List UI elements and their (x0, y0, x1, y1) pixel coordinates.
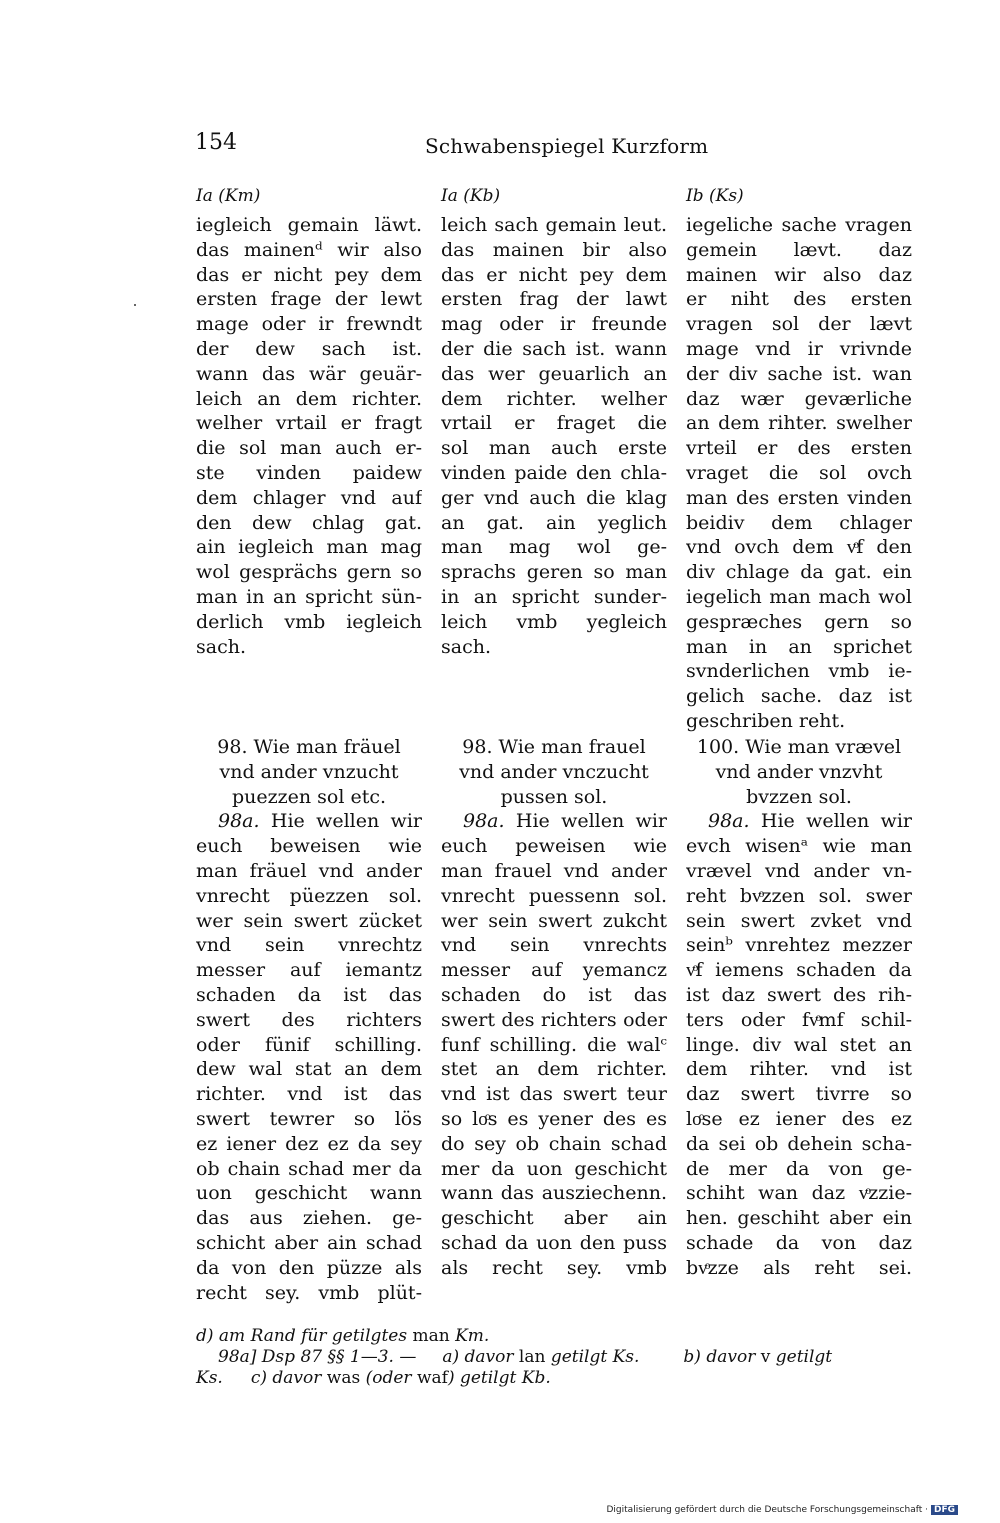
text-line: in an spricht sunder- (441, 585, 667, 608)
paragraph-number: 98a. (708, 810, 750, 833)
footnote-text: getilgt (770, 1347, 833, 1367)
footnote-text: Km. (449, 1326, 490, 1346)
text-line: loͦse ez iener des ez (686, 1107, 912, 1130)
text-line: dew wal stat an dem (196, 1058, 422, 1081)
text-line: schiht wan daz vͦzzie- (686, 1182, 912, 1205)
text-line: der die sach ist. wann (441, 337, 667, 360)
text-line: da von den püzze als (196, 1256, 422, 1279)
page-number: 154 (195, 130, 237, 155)
section-block (196, 735, 422, 1305)
text-line: man frauel vnd ander (441, 859, 667, 882)
text-block-top (441, 213, 667, 659)
footnote-text: was (326, 1368, 361, 1388)
column-siglum: Ia (Kb) (441, 186, 501, 206)
text-line: sach. (441, 635, 491, 658)
text-line: gespræches gern so (686, 610, 912, 633)
section-block (686, 735, 912, 1281)
column-siglum: Ia (Km) (196, 186, 261, 206)
section-heading-line: 98. Wie man frauel (462, 736, 646, 758)
text-line: beidiv dem chlager (686, 511, 912, 534)
footnote-text: v (760, 1347, 771, 1367)
footnote-text: a) davor (442, 1347, 519, 1367)
text-line (441, 809, 667, 834)
text-line: welher vrtail er fragt (196, 412, 422, 435)
section-heading-line: pussen sol. (500, 785, 608, 808)
text-line: ist daz swert des rih- (686, 983, 912, 1006)
text-line-content: Hie wellen wir (270, 810, 422, 833)
section-heading-line: vnd ander vnczucht (459, 760, 649, 783)
text-line: ersten frag der lawt (441, 288, 667, 311)
text-line: der div sache ist. wan (686, 362, 912, 385)
text-line: do sey ob chain schad (441, 1132, 667, 1155)
text-line: stet an dem richter. (441, 1058, 667, 1081)
text-line: vͦf iemens schaden da (686, 959, 912, 982)
text-line: vrteil er des ersten (686, 437, 912, 460)
footnote-text: man (412, 1326, 450, 1346)
text-line: wol gesprächs gern so (196, 561, 422, 584)
text-line: das mainen bir also (441, 238, 667, 261)
paragraph-number: 98a. (218, 810, 260, 833)
text-line: div chlage da gat. ein (686, 561, 912, 584)
text-line-content: Hie wellen wir (515, 810, 667, 833)
text-line: mainen wir also daz (686, 263, 912, 286)
text-line: das aus ziehen. ge- (196, 1207, 422, 1230)
text-line: sach. (196, 635, 246, 658)
column-siglum: Ib (Ks) (686, 186, 744, 206)
text-line: an gat. ain yeglich (441, 511, 667, 534)
text-line: sein swert zvket vnd (686, 909, 912, 932)
text-block-top (196, 213, 422, 659)
text-line: evch wisenᵃ wie man (686, 835, 912, 858)
section-block (441, 735, 667, 1281)
paragraph-number: 98a. (463, 810, 505, 833)
text-line: euch beweisen wie (196, 835, 422, 858)
text-line: vnd ist das swert teur (441, 1083, 667, 1106)
footnote-line-2 (196, 1347, 916, 1368)
text-line: ez iener dez ez da sey (196, 1132, 422, 1155)
text-line: man fräuel vnd ander (196, 859, 422, 882)
text-line: das wer geuarlich an (441, 362, 667, 385)
section-heading-line: puezzen sol etc. (231, 785, 387, 808)
footnotes (196, 1326, 916, 1389)
text-line: vnd ovch dem vͦf den (686, 536, 912, 559)
text-line: schad da uon den puss (441, 1231, 667, 1254)
text-line: reht bvͦzzen sol. swer (686, 884, 912, 907)
text-line: oder fünif schilling. (196, 1033, 422, 1056)
footnote-text: c) davor (250, 1368, 327, 1388)
text-line: bvͦzze als reht sei. (686, 1256, 912, 1279)
text-line: schade da von daz (686, 1231, 912, 1254)
text-line: so loͦs es yener des es (441, 1107, 667, 1130)
text-line: iegelich man mach wol (686, 585, 912, 608)
text-line: geschriben reht. (686, 709, 846, 732)
text-line: schicht aber ain schad (196, 1231, 422, 1254)
text-line: de mer da von ge- (686, 1157, 912, 1180)
text-line: linge. div wal stet an (686, 1033, 912, 1056)
text-line: sol man auch erste (441, 437, 667, 460)
text-line: ters oder fvͦmf schil- (686, 1008, 912, 1031)
text-line: vrtail er fraget die (441, 412, 667, 435)
text-line: man in an spricht sün- (196, 585, 422, 608)
text-line: iegleich gemain läwt. (196, 214, 422, 236)
text-line: vinden paide den chla- (441, 461, 667, 484)
text-line: wer sein swert zukcht (441, 909, 667, 932)
section-heading-line: 98. Wie man fräuel (217, 736, 401, 758)
text-line: funf schilling. die walᶜ (441, 1033, 667, 1056)
text-line: swert des richters oder (441, 1008, 667, 1031)
text-line: an dem rihter. swelher (686, 412, 912, 435)
text-line (196, 809, 422, 834)
text-line: ste vinden paidew (196, 461, 422, 484)
text-line: das mainenᵈ wir also (196, 238, 422, 261)
text-line: ain iegleich man mag (196, 536, 422, 559)
text-line: swert des richters (196, 1008, 422, 1031)
text-line: wann das ausziechenn. (441, 1182, 667, 1205)
text-line: iegeliche sache vragen (686, 214, 912, 236)
text-line: ob chain schad mer da (196, 1157, 422, 1180)
credit-text: Digitalisierung gefördert durch die Deutsche Forschungsgemeinschaft · (606, 1505, 928, 1515)
section-heading-line: vnd ander vnzucht (219, 760, 399, 783)
text-line: hen. geschiht aber ein (686, 1207, 912, 1230)
text-line: leich sach gemain leut. (441, 214, 667, 236)
footnote-text: ) getilgt Kb. (447, 1368, 551, 1388)
text-line: den dew chlag gat. (196, 511, 422, 534)
text-line: leich an dem richter. (196, 387, 422, 410)
text-line: die sol man auch er- (196, 437, 422, 460)
scan-speck (134, 304, 136, 306)
text-line: das er nicht pey dem (441, 263, 667, 286)
text-line: vnd sein vnrechtz (196, 934, 422, 957)
text-line: vragen sol der lævt (686, 313, 912, 336)
text-line: seinᵇ vnrehtez mezzer (686, 934, 912, 957)
footnote-d (196, 1326, 916, 1347)
text-line: vnrecht püezzen sol. (196, 884, 422, 907)
text-line: geschicht aber ain (441, 1207, 667, 1230)
text-line: man mag wol ge- (441, 536, 667, 559)
text-line: schaden da ist das (196, 983, 422, 1006)
text-line: mage vnd ir vrivnde (686, 337, 912, 360)
text-line: messer auf iemantz (196, 959, 422, 982)
text-line: leich vmb yegleich (441, 610, 667, 633)
footnote-text: b) davor (683, 1347, 761, 1367)
text-line: ger vnd auch die klag (441, 486, 667, 509)
footnote-text: waf (416, 1368, 448, 1388)
text-line: messer auf yemancz (441, 959, 667, 982)
text-line: man des ersten vinden (686, 486, 912, 509)
text-line: dem chlager vnd auf (196, 486, 422, 509)
footnote-line-3 (196, 1368, 916, 1389)
text-line: mag oder ir freunde (441, 313, 667, 336)
text-line: vrævel vnd ander vn- (686, 859, 912, 882)
running-title: Schwabenspiegel Kurzform (425, 134, 709, 158)
text-line-content: Hie wellen wir (760, 810, 912, 833)
section-heading-line: vnd ander vnzvht (715, 760, 883, 783)
text-line: dem richter. welher (441, 387, 667, 410)
footnote-text: d) am Rand für getilgtes (196, 1326, 413, 1346)
text-line: mer da uon geschicht (441, 1157, 667, 1180)
text-line: sprachs geren so man (441, 561, 667, 584)
footnote-text: Ks. (196, 1368, 223, 1388)
text-line: er niht des ersten (686, 288, 912, 311)
text-line: da sei ob dehein scha- (686, 1132, 912, 1155)
text-line: vnd sein vnrechts (441, 934, 667, 957)
text-line: schaden do ist das (441, 983, 667, 1006)
text-line: ersten frage der lewt (196, 288, 422, 311)
text-line: dem rihter. vnd ist (686, 1058, 912, 1081)
footnote-text: (oder (360, 1368, 417, 1388)
text-line: svnderlichen vmb ie- (686, 660, 912, 683)
text-line: daz swert tivrre so (686, 1083, 912, 1106)
footnote-text: lan (518, 1347, 546, 1367)
page-header (195, 130, 915, 166)
text-line: gelich sache. daz ist (686, 685, 912, 708)
dfg-logo: DFG (931, 1505, 958, 1515)
dfg-credit (607, 1505, 959, 1515)
text-line: als recht sey. vmb (441, 1256, 667, 1279)
section-heading-line: 100. Wie man vrævel (696, 736, 902, 758)
text-line: euch peweisen wie (441, 835, 667, 858)
text-line (686, 809, 912, 834)
text-line: richter. vnd ist das (196, 1083, 422, 1106)
text-line: vraget die sol ovch (686, 461, 912, 484)
text-line: wer sein swert zücket (196, 909, 422, 932)
text-line: recht sey. vmb plüt- (196, 1281, 422, 1304)
text-line: gemein lævt. daz (686, 238, 912, 261)
text-block-top (686, 213, 912, 734)
footnote-reference: 98a] Dsp 87 §§ 1—3. — (218, 1347, 417, 1367)
text-line: man in an sprichet (686, 635, 912, 658)
section-heading-line: bvzzen sol. (746, 785, 852, 808)
text-line: der dew sach ist. (196, 337, 422, 360)
text-line: mage oder ir frewndt (196, 313, 422, 336)
footnote-text: getilgt Ks. (545, 1347, 640, 1367)
text-line: daz wær geværliche (686, 387, 912, 410)
text-line: das er nicht pey dem (196, 263, 422, 286)
text-line: wann das wär geuär- (196, 362, 422, 385)
text-line: uon geschicht wann (196, 1182, 422, 1205)
text-line: derlich vmb iegleich (196, 610, 422, 633)
text-line: swert tewrer so lös (196, 1107, 422, 1130)
text-line: vnrecht puessenn sol. (441, 884, 667, 907)
